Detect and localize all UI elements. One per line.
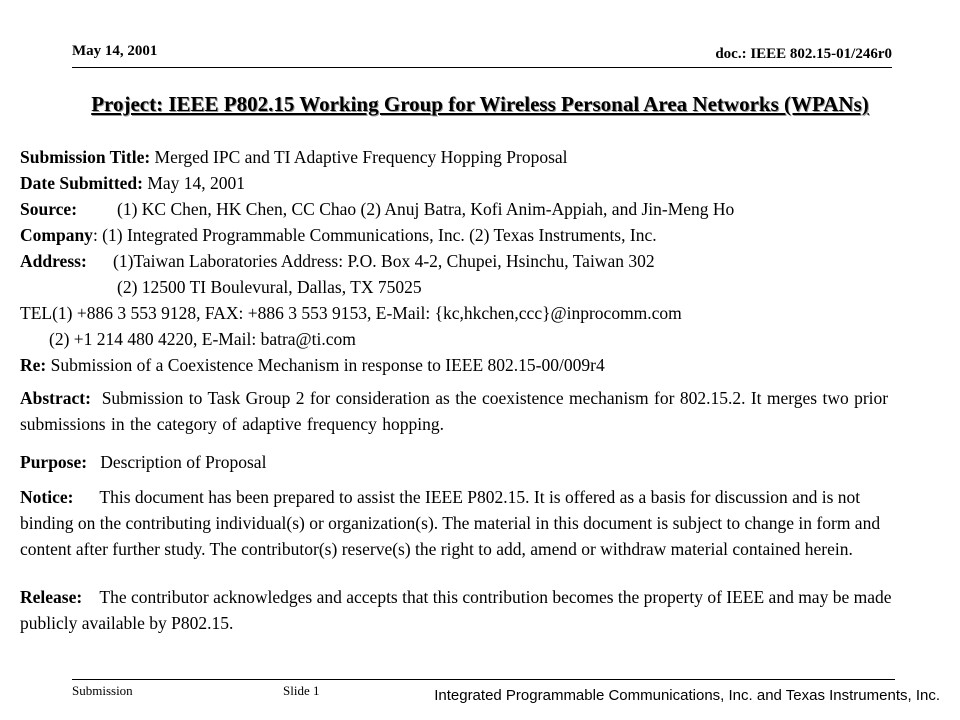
notice-paragraph xyxy=(20,484,910,562)
footer-authors: Integrated Programmable Communications, Inc. and Texas Instruments, Inc. xyxy=(434,687,940,704)
source-value: (1) KC Chen, HK Chen, CC Chao (2) Anuj Batra, Kofi Anim-Appiah, and Jin-Meng Ho xyxy=(117,199,735,219)
abstract-label: Abstract: xyxy=(20,388,91,408)
footer-submission: Submission xyxy=(72,683,133,698)
header-rule xyxy=(72,67,892,68)
purpose-line xyxy=(20,449,266,475)
project-title: Project: IEEE P802.15 Working Group for Wireless Personal Area Networks (WPANs) xyxy=(91,92,869,116)
re-label-text: Re: xyxy=(20,355,47,375)
header-date: May 14, 2001 xyxy=(72,43,158,59)
company-label: Company xyxy=(20,225,93,245)
purpose-label: Purpose: xyxy=(20,452,88,472)
abstract-text: Submission to Task Group 2 for consideration as the coexistence mechanism for 802.15.2. It merges two prior submissions in the category of adaptive frequency hopping. xyxy=(20,388,889,434)
address-2: (2) 12500 TI Boulevural, Dallas, TX 75025 xyxy=(117,277,422,297)
release-paragraph xyxy=(20,584,910,636)
submission-title-line xyxy=(20,144,568,170)
re-line-content xyxy=(20,352,605,378)
company-value: : (1) Integrated Programmable Communications, Inc. (2) Texas Instruments, Inc. xyxy=(92,225,657,245)
company-line xyxy=(20,222,657,248)
tel-1: TEL(1) +886 3 553 9128, FAX: +886 3 553 9153, E-Mail: {kc,hkchen,ccc}@inprocomm.com xyxy=(20,303,682,323)
purpose-text: Description of Proposal xyxy=(100,452,267,472)
footer-slide-number: Slide 1 xyxy=(283,683,320,698)
notice-label: Notice: xyxy=(20,487,74,507)
date-line xyxy=(20,170,245,196)
release-label: Release: xyxy=(20,587,83,607)
address-1: (1)Taiwan Laboratories Address: P.O. Box 4-2, Chupei, Hsinchu, Taiwan 302 xyxy=(113,251,655,271)
tel-2: (2) +1 214 480 4220, E-Mail: batra@ti.com xyxy=(49,329,356,349)
footer-rule xyxy=(72,679,895,680)
source-line xyxy=(20,196,77,222)
release-text: The contributor acknowledges and accepts that this contribution becomes the property of IEEE and may be made publicly available by P802.15. xyxy=(20,587,892,633)
date-value: May 14, 2001 xyxy=(147,173,246,193)
address-label: Address: xyxy=(20,251,87,271)
submission-title-value: Merged IPC and TI Adaptive Frequency Hopping Proposal xyxy=(154,147,568,167)
date-label: Date Submitted: xyxy=(20,173,143,193)
address-line xyxy=(20,248,87,274)
submission-title-label: Submission Title: xyxy=(20,147,151,167)
notice-text: This document has been prepared to assist the IEEE P802.15. It is offered as a basis for discussion and is not binding on the contributing individual(s) or organization(s). The material in this document is subject to change in form and content after further study. The contributor(s) reserve(s) the right to add, amend or withdraw material contained herein. xyxy=(20,487,881,559)
abstract-paragraph xyxy=(20,385,910,437)
source-label: Source: xyxy=(20,199,78,219)
re-value: Submission of a Coexistence Mechanism in response to IEEE 802.15-00/009r4 xyxy=(50,355,605,375)
header-doc-id: doc.: IEEE 802.15-01/246r0 xyxy=(715,46,892,62)
